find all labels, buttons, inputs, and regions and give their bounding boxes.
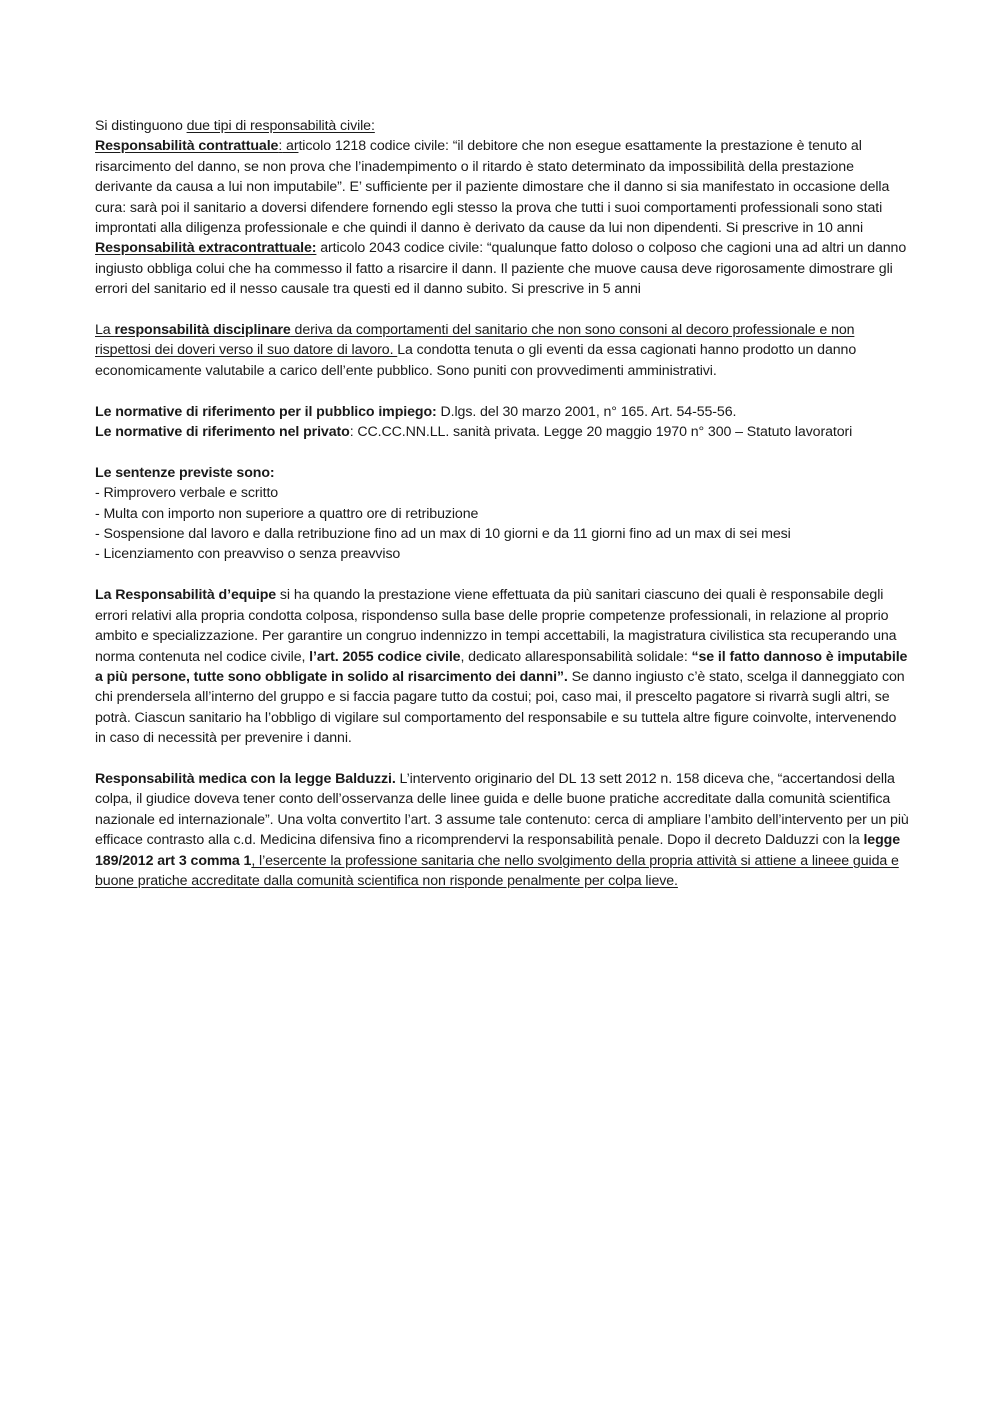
sanction-item: - Licenziamento con preavviso o senza preavviso — [95, 546, 401, 563]
disciplinary-heading: responsabilità disciplinare — [114, 322, 291, 339]
regulations-private-text: : CC.CC.NN.LL. sanità privata. Legge 20 maggio 1970 n° 300 – Statuto lavoratori — [349, 424, 853, 441]
disciplinary-liability-paragraph — [95, 320, 910, 381]
balduzzi-paragraph — [95, 769, 910, 891]
paragraph-gap — [95, 442, 910, 462]
regulations-public-text: D.lgs. del 30 marzo 2001, n° 165. Art. 54-55-56. — [436, 403, 737, 420]
balduzzi-text-1: L’intervento originario del DL 13 sett 2012 n. 158 diceva che, “accertandosi della colpa, il giudice doveva tener conto dell’osservanza delle linee guida e delle buone pratiche accreditate dalla comunità scientifica nazionale ed internazionale”. Una volta convertito l’art. 3 assume tale contenuto: cerca di ampliare l’ambito dell’intervento per un più efficace contrasto alla c.d. Medicina difensiva fino a ricomprendervi la responsabilità penale. Dopo il decreto Dalduzzi con la — [95, 770, 909, 849]
document-page — [95, 116, 910, 891]
contractual-liability-colon: : — [278, 138, 283, 155]
team-liability-paragraph — [95, 585, 910, 748]
sanctions-heading-text: Le sentenze previste sono: — [95, 464, 275, 481]
extracontractual-liability-heading: Responsabilità extracontrattuale: — [95, 240, 317, 257]
regulations-private-line — [95, 422, 910, 442]
regulations-public-heading: Le normative di riferimento per il pubblico impiego: — [95, 403, 437, 420]
balduzzi-law-ref: legge 189/2012 art 3 comma 1 — [95, 832, 901, 869]
contractual-liability-underlined-fragment: ar — [282, 138, 299, 155]
balduzzi-underlined-text: , l’esercente la professione sanitaria che nello svolgimento della propria attività si attiene a lineee guida e buone pratiche accreditate dalla comunità scientifica non risponde penalmente per colpa lieve. — [95, 852, 899, 889]
sanctions-heading — [95, 463, 910, 483]
extracontractual-liability-text: articolo 2043 codice civile: “qualunque fatto doloso o colposo che cagioni una ad altri un danno ingiusto obbliga colui che ha commesso il fatto a risarcire il dann. Il paziente che muove causa deve rigorosamente dimostrare gli errori del sanitario ed il nesso causale tra questi ed il danno subito. Si prescrive in 5 anni — [95, 240, 907, 298]
disciplinary-prefix: La — [95, 322, 115, 339]
contractual-liability-text: ticolo 1218 codice civile: “il debitore che non esegue esattamente la prestazione è tenuto al risarcimento del danno, se non prova che l’inadempimento o il ritardo è stato determinato da impossibilità della prestazione derivante da causa a lui non imputabile”. E’ sufficiente per il paziente dimostare che il danno si sia manifestato in occasione della cura: sarà poi il sanitario a doversi difendere fornendo egli stesso la prova che tutti i suoi comportamenti professionali sono stati improntati alla diligenza professionale e che quindi il danno è derivato da cause da lui non dipendenti. Si prescrive in 10 anni — [95, 138, 890, 237]
paragraph-gap — [95, 565, 910, 585]
paragraph-gap — [95, 381, 910, 401]
sanction-item: - Multa con importo non superiore a quattro ore di retribuzione — [95, 505, 479, 522]
paragraph-gap — [95, 749, 910, 769]
regulations-private-heading: Le normative di riferimento nel privato — [95, 424, 350, 441]
contractual-liability-paragraph — [95, 136, 910, 238]
team-liability-article-ref: l’art. 2055 codice civile — [309, 648, 461, 665]
team-liability-text-2: , dedicato allaresponsabilità solidale: — [460, 648, 692, 665]
contractual-liability-heading: Responsabilità contrattuale — [95, 138, 279, 155]
team-liability-heading: La Responsabilità d’equipe — [95, 587, 277, 604]
extracontractual-liability-paragraph — [95, 238, 910, 299]
paragraph-gap — [95, 300, 910, 320]
disciplinary-underlined-text: deriva da comportamenti del sanitario che non sono consoni al decoro professionale e non rispettosi dei doveri verso il suo datore di lavoro. — [95, 322, 855, 359]
team-liability-quote: “se il fatto dannoso è imputabile a più persone, tutte sono obbligate in solido al risarcimento dei danni”. — [95, 648, 908, 685]
sanction-item: - Rimprovero verbale e scritto — [95, 485, 279, 502]
sanction-item: - Sospensione dal lavoro e dalla retribuzione fino ad un max di 10 giorni e da 11 giorni fino ad un max di sei mesi — [95, 526, 791, 543]
team-liability-text-3: Se danno ingiusto c’è stato, scelga il danneggiato con chi prendersela all’interno del gruppo e si faccia pagare tutto da costui; poi, caso mai, il prescelto pagatore si rivarrà sugli altri, se potrà. Ciascun sanitario ha l’obbligo di vigilare sul comportamento del responsabile e su tuttela altre figure coinvolte, intervenendo in caso di necessità per prevenire i danni. — [95, 668, 905, 747]
regulations-public-line — [95, 402, 910, 422]
intro-text: Si distinguono — [95, 118, 187, 134]
team-liability-text-1: si ha quando la prestazione viene effettuata da più sanitari ciascuno dei quali è responsabile degli errori relativi alla propria condotta colposa, rispondenso sulla base delle proprie competenze professionali, in relazione al proprio ambito e specializzazione. Per garantire un congruo indennizzo in tempi accettabili, la magistratura civilistica sta recuperando una norma contenuta nel codice civile, — [95, 587, 897, 665]
balduzzi-heading: Responsabilità medica con la legge Balduzzi. — [95, 770, 396, 787]
disciplinary-text: La condotta tenuta o gli eventi da essa cagionati hanno prodotto un danno economicamente valutabile a carico dell’ente pubblico. Sono puniti con provvedimenti amministrativi. — [95, 342, 857, 379]
intro-paragraph — [95, 116, 910, 136]
intro-underlined-text: due tipi di responsabilità civile: — [186, 118, 375, 134]
